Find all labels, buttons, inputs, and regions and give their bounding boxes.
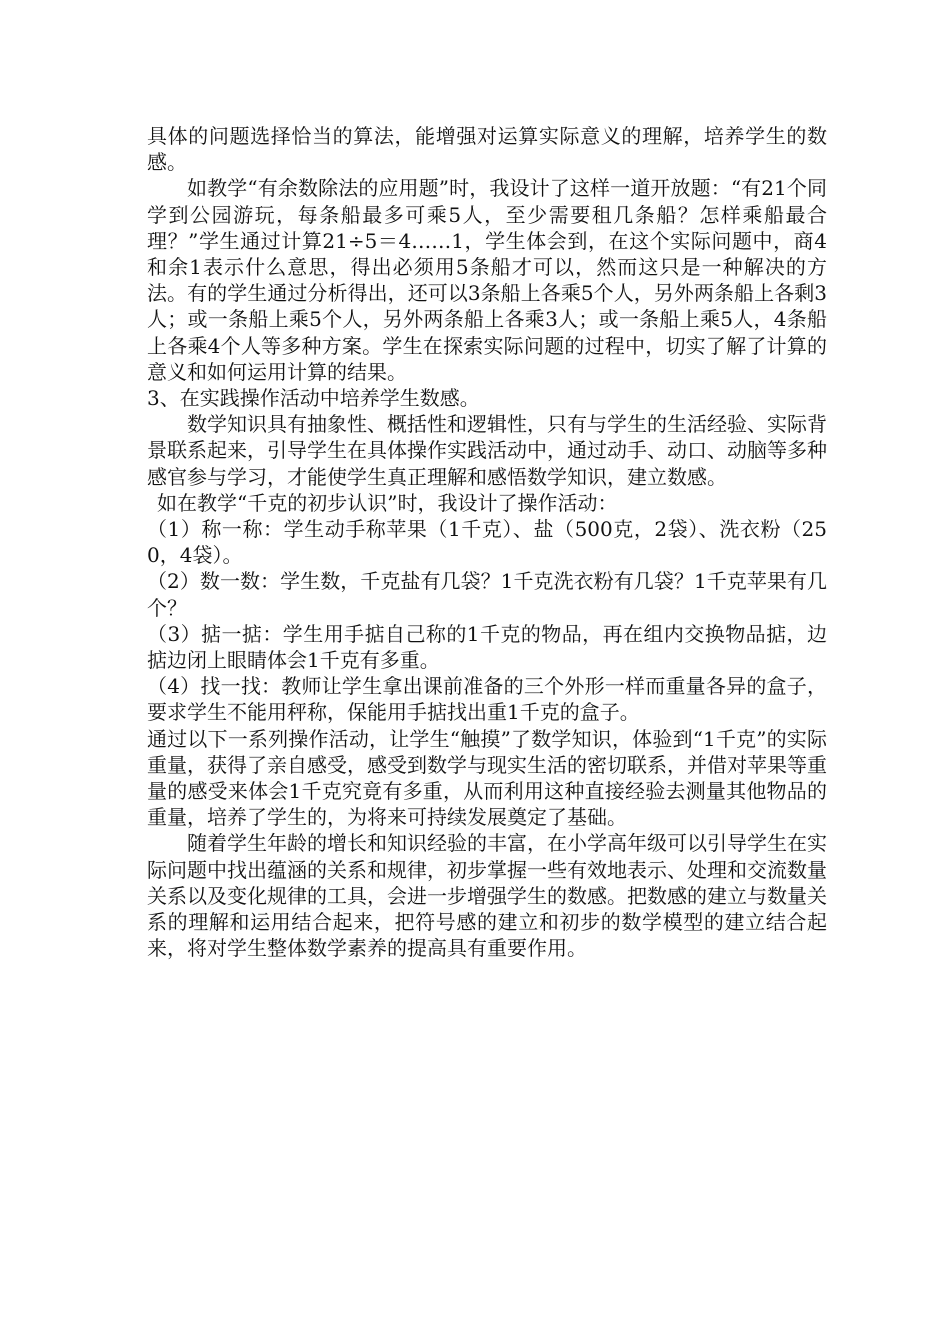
document-body [147,123,827,962]
paragraph-intro: 具体的问题选择恰当的算法，能增强对运算实际意义的理解，培养学生的数感。 [147,124,827,175]
paragraph-activity-summary: 通过以下一系列操作活动，让学生“触摸”了数学知识，体验到“1千克”的实际重量，获得了亲自感受，感受到数学与现实生活的密切联系，并借对苹果等重量的感受来体会1千克究竟有多重，从而利用这种直接经验去测量其他物品的重量，培养了学生的，为将来可持续发展奠定了基础。 [147,726,827,830]
paragraph-kilogram-intro: 如在教学“千克的初步认识”时，我设计了操作活动： [157,490,618,515]
paragraph-boat-example: 如教学“有余数除法的应用题”时，我设计了这样一道开放题：“有21个同学到公园游玩，每条船最多可乘5人，至少需要租几条船？怎样乘船最合理？”学生通过计算21÷5＝4……1，学生体会到，在这个实际问题中，商4和余1表示什么意思，得出必须用5条船才可以，然而这只是一种解决的方法。有的学生通过分析得出，还可以3条船上各乘5个人，另外两条船上各剩3人；或一条船上乘5个人，另外两条船上各乘3人；或一条船上乘5人，4条船上各乘4个人等多种方案。学生在探索实际问题的过程中，切实了解了计算的意义和如何运用计算的结果。 [147,176,827,384]
section-heading-3: 3、在实践操作活动中培养学生数感。 [147,386,480,411]
activity-item-4: （4）找一找：教师让学生拿出课前准备的三个外形一样而重量各异的盒子，要求学生不能用秤称，保能用手掂找出重1千克的盒子。 [147,674,827,725]
paragraph-conclusion: 随着学生年龄的增长和知识经验的丰富，在小学高年级可以引导学生在实际问题中找出蕴涵的关系和规律，初步掌握一些有效地表示、处理和交流数量关系以及变化规律的工具，会进一步增强学生的数感。把数感的建立与数量关系的理解和运用结合起来，把符号感的建立和初步的数学模型的建立结合起来，将对学生整体数学素养的提高具有重要作用。 [147,831,827,961]
activity-item-3: （3）掂一掂：学生用手掂自己称的1千克的物品，再在组内交换物品掂，边掂边闭上眼睛体会1千克有多重。 [147,621,827,673]
activity-item-1: （1）称一称：学生动手称苹果（1千克）、盐（500克，2袋）、洗衣粉（250，4袋）。 [147,517,827,568]
activity-item-2: （2）数一数：学生数，千克盐有几袋？1千克洗衣粉有几袋？1千克苹果有几个？ [147,569,827,620]
paragraph-practice: 数学知识具有抽象性、概括性和逻辑性，只有与学生的生活经验、实际背景联系起来，引导学生在具体操作实践活动中，通过动手、动口、动脑等多种感官参与学习，才能使学生真正理解和感悟数学知识，建立数感。 [147,412,827,489]
